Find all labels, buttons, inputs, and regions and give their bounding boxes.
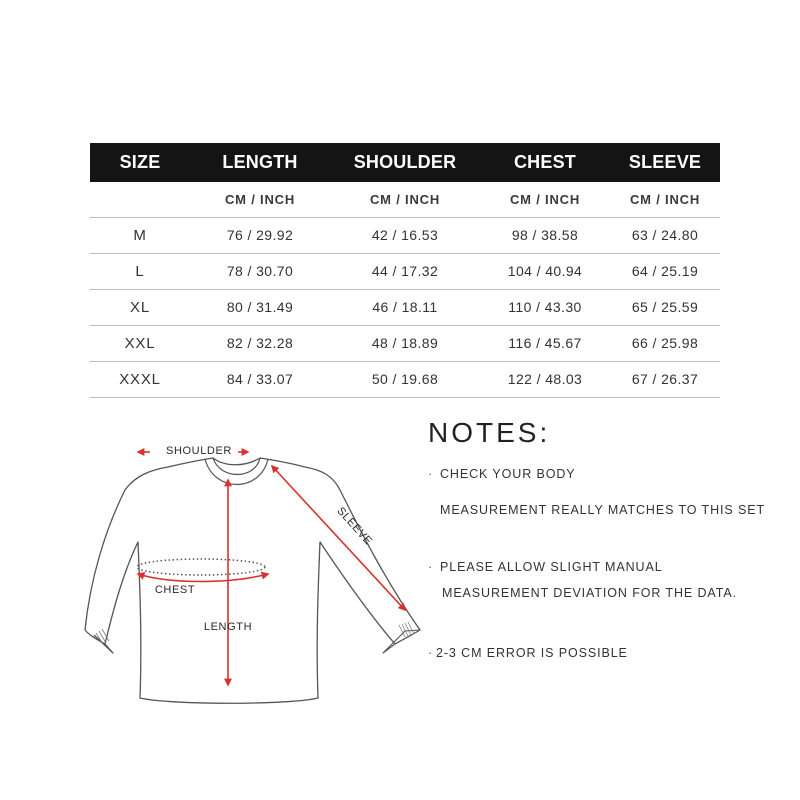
note-line	[428, 560, 663, 574]
size-cell: XXXL	[119, 371, 161, 388]
chest-cell: 98 / 38.58	[511, 227, 579, 243]
unit-chest: CM / INCH	[509, 192, 581, 207]
sleeve-cell: 65 / 25.59	[631, 299, 699, 315]
sleeve-label: SLEEVE	[334, 505, 375, 548]
size-cell: M	[133, 227, 147, 244]
table-row	[90, 290, 720, 326]
shoulder-cell: 48 / 18.89	[371, 335, 439, 351]
shirt-diagram-svg	[50, 430, 450, 730]
note-text: MEASUREMENT REALLY MATCHES TO THIS SET	[440, 503, 766, 517]
header-shoulder: SHOULDER	[353, 152, 457, 172]
size-cell: XXL	[124, 335, 156, 352]
notes-title: NOTES:	[428, 417, 551, 448]
header-chest: CHEST	[513, 152, 576, 172]
chest-cell: 122 / 48.03	[507, 371, 583, 387]
shoulder-label: SHOULDER	[166, 445, 232, 457]
note-line	[428, 467, 576, 481]
size-cell: XL	[130, 299, 150, 316]
shoulder-cell: 44 / 17.32	[371, 263, 439, 279]
bullet-dot: ·	[428, 467, 434, 481]
length-cell: 76 / 29.92	[226, 227, 294, 243]
unit-length: CM / INCH	[224, 192, 296, 207]
length-cell: 84 / 33.07	[226, 371, 294, 387]
shirt-outline	[85, 458, 420, 703]
header-size: SIZE	[119, 152, 161, 172]
chest-cell: 110 / 43.30	[508, 299, 582, 315]
header-length: LENGTH	[222, 152, 298, 172]
table-row	[90, 218, 720, 254]
header-sleeve: SLEEVE	[628, 152, 702, 172]
shoulder-cell: 46 / 18.11	[372, 299, 438, 315]
unit-size	[100, 182, 180, 217]
sleeve-cell: 64 / 25.19	[631, 263, 699, 279]
note-line	[428, 646, 628, 660]
chest-dotted-ellipse	[137, 559, 265, 575]
length-cell: 78 / 30.70	[226, 263, 294, 279]
note-text: MEASUREMENT DEVIATION FOR THE DATA.	[442, 586, 737, 600]
note-text: CHECK YOUR BODY	[440, 467, 576, 481]
table-header-row	[90, 143, 720, 182]
chest-arrow	[138, 574, 268, 582]
sleeve-cell: 67 / 26.37	[631, 371, 699, 387]
notes-section	[428, 415, 778, 660]
table-row	[90, 326, 720, 362]
unit-sleeve: CM / INCH	[629, 192, 701, 207]
bullet-dot: ·	[428, 646, 434, 660]
note-line	[440, 503, 765, 517]
table-row	[90, 362, 720, 398]
bullet-dot: ·	[428, 560, 434, 574]
shoulder-cell: 50 / 19.68	[371, 371, 439, 387]
length-cell: 80 / 31.49	[226, 299, 294, 315]
shoulder-cell: 42 / 16.53	[371, 227, 439, 243]
size-cell: L	[135, 263, 145, 280]
cuff-ribbing	[96, 622, 414, 644]
sleeve-cell: 66 / 25.98	[631, 335, 699, 351]
measure-arrows	[138, 452, 405, 685]
note-text: 2-3 CM ERROR IS POSSIBLE	[436, 646, 628, 660]
length-cell: 82 / 32.28	[226, 335, 294, 351]
note-line	[442, 586, 737, 600]
chest-label: CHEST	[154, 584, 196, 596]
shirt-measurement-diagram	[50, 430, 450, 730]
chest-cell: 116 / 45.67	[508, 335, 582, 351]
chest-cell: 104 / 40.94	[507, 263, 583, 279]
size-chart-table	[90, 143, 720, 398]
sleeve-cell: 63 / 24.80	[631, 227, 699, 243]
note-text: PLEASE ALLOW SLIGHT MANUAL	[440, 560, 663, 574]
length-label: LENGTH	[203, 621, 253, 633]
unit-shoulder: CM / INCH	[369, 192, 441, 207]
units-row	[90, 182, 720, 218]
table-row	[90, 254, 720, 290]
